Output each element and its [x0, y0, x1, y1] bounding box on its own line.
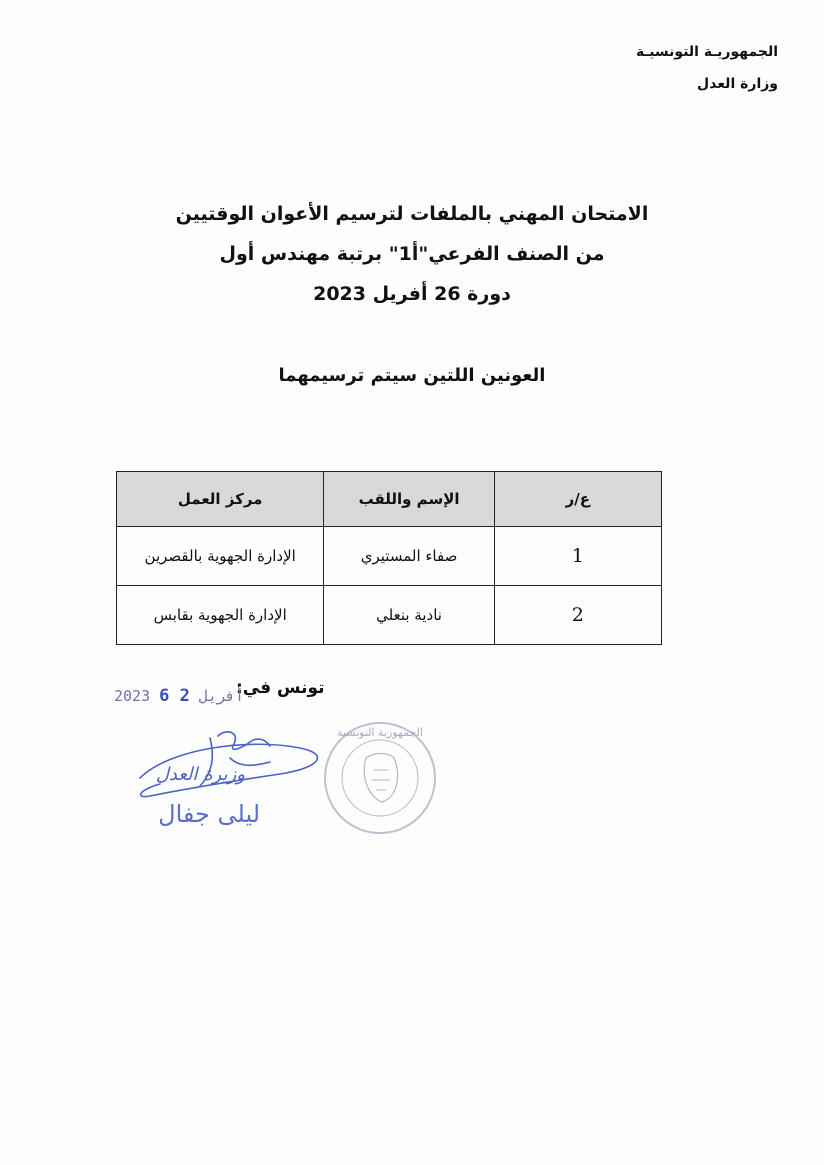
date-stamp	[114, 686, 244, 706]
title-line-3: دورة 26 أفريل 2023	[313, 283, 511, 305]
stamp-day: 2 6	[159, 686, 190, 706]
document-subtitle: العونين اللتين سيتم ترسيمهما	[278, 365, 546, 386]
signature-name-text: ليلى جفال	[158, 800, 260, 828]
header-workplace: مركز العمل	[117, 472, 324, 527]
table-row	[117, 586, 662, 645]
title-line-2: من الصنف الفرعي"أ1" برتبة مهندس أول	[219, 243, 605, 265]
signature-ministry-text: وزيرة العدل	[155, 764, 245, 785]
signature-and-seal	[130, 718, 460, 848]
stamp-year: 2023	[114, 687, 151, 705]
agents-table	[116, 471, 662, 645]
row-number: 2	[494, 586, 661, 645]
header-name: الإسم واللقب	[324, 472, 494, 527]
republic-label: الجمهوريـة التونسيـة	[635, 44, 778, 60]
header-number: ع/ر	[494, 472, 661, 527]
seal-text: الجمهورية التونسية	[337, 726, 423, 739]
ministry-label: وزارة العدل	[697, 76, 778, 92]
row-workplace: الإدارة الجهوية بقابس	[117, 586, 324, 645]
document-title	[0, 194, 824, 314]
row-name: نادية بنعلي	[324, 586, 494, 645]
row-number: 1	[494, 527, 661, 586]
row-name: صفاء المستيري	[324, 527, 494, 586]
row-workplace: الإدارة الجهوية بالقصرين	[117, 527, 324, 586]
table-row	[117, 527, 662, 586]
official-seal	[325, 723, 435, 833]
table-header-row	[117, 472, 662, 527]
title-line-1: الامتحان المهني بالملفات لترسيم الأعوان الوقتيين	[175, 203, 649, 225]
stamp-month: أفريل	[198, 687, 245, 705]
place-label: تونس في:	[236, 678, 325, 698]
ministry-header	[636, 36, 778, 100]
